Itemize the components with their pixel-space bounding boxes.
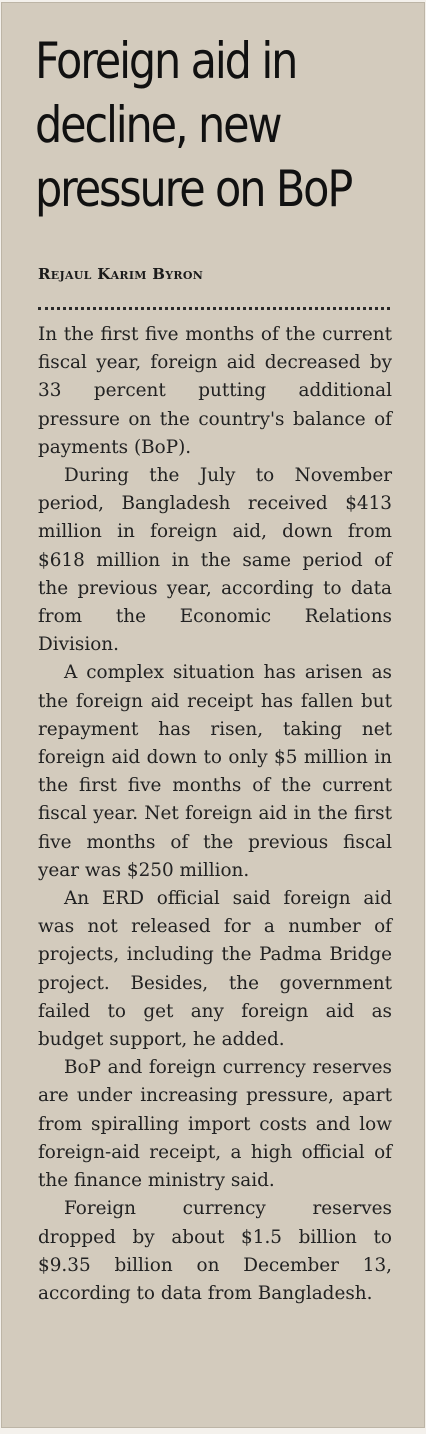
newspaper-clipping: [1, 2, 425, 1428]
paragraph-4: An ERD official said foreign aid was not released for a number of projects, including the Padma Bridge project. Besides, the government failed to get any foreign aid as budget support, he added.: [38, 888, 392, 1051]
paragraph-5: BoP and foreign currency reserves are under increasing pressure, apart from spiralling import costs and low foreign-aid receipt, a high official of the finance ministry said.: [38, 1057, 392, 1192]
article-body: [38, 321, 392, 1308]
paragraph-6: Foreign currency reserves dropped by about $1.5 billion to $9.35 billion on December 13, according to data from Bangladesh.: [38, 1198, 392, 1304]
byline: Rejaul Karim Byron: [38, 265, 204, 283]
headline: Foreign aid in decline, new pressure on BoP: [35, 32, 352, 218]
paragraph-1: In the first five months of the current fiscal year, foreign aid decreased by 33 percent putting additional pressure on the country's balance of payments (BoP).: [38, 324, 392, 458]
paragraph-2: During the July to November period, Bangladesh received $413 million in foreign aid, down from $618 million in the same period of the previous year, according to data from the Economic Relations Division.: [38, 465, 392, 656]
paragraph-3: A complex situation has arisen as the foreign aid receipt has fallen but repayment has risen, taking net foreign aid down to only $5 million in the first five months of the current fiscal year. Net foreign aid in the first five months of the previous fiscal year was $250 million.: [38, 662, 392, 881]
dotted-divider: [38, 307, 390, 310]
